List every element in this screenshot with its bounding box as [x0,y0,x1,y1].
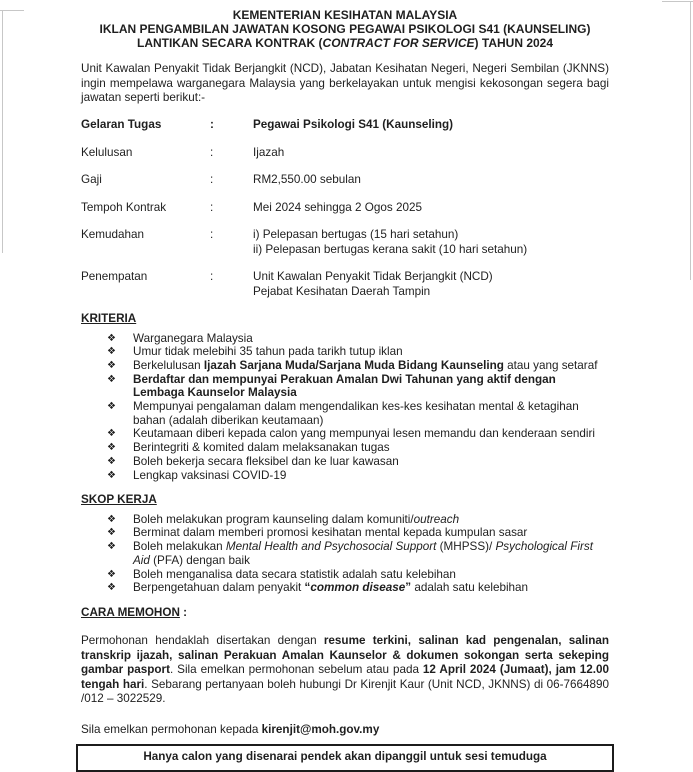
list-item-text [133,469,609,483]
list-item-text [133,400,609,427]
text-segment: i) Pelepasan bertugas (15 hari setahun) [253,228,459,241]
detail-row [81,201,609,216]
diamond-bullet-icon: ❖ [107,428,116,440]
diamond-bullet-icon: ❖ [107,442,116,454]
detail-row [81,146,609,161]
detail-label: Penempatan [81,270,148,283]
diamond-bullet-icon: ❖ [107,568,116,580]
list-item-text [133,568,609,582]
diamond-bullet-icon: ❖ [107,359,116,371]
list-item [107,427,609,441]
text-segment: Pegawai Psikologi S41 (Kaunseling) [253,118,454,131]
detail-label: Gaji [81,173,102,186]
shortlist-notice-box [76,744,614,772]
text-segment: Keutamaan diberi kepada calon yang mempunyai lesen memandu dan kenderaan sendiri [133,427,595,441]
section-title: SKOP KERJA [81,493,157,507]
diamond-bullet-icon: ❖ [107,582,116,594]
list-item-text [133,455,609,469]
doc-header-line [81,22,609,36]
text-segment: Lengkap vaksinasi COVID-19 [133,468,287,482]
application-instructions [81,634,609,707]
list-item-text [133,359,609,373]
diamond-bullet-icon: ❖ [107,527,116,539]
detail-value-line [253,270,609,285]
text-segment: Mental Health and Psychosocial Support [225,540,437,554]
diamond-bullet-icon: ❖ [107,373,116,385]
page-edge-line [2,11,3,253]
list-item-text [133,345,609,359]
text-segment: Boleh melakukan [133,540,226,554]
diamond-bullet-icon: ❖ [107,346,116,358]
text-segment: outreach [413,512,460,526]
text-segment: Berminat dalam memberi promosi kesihatan mental kepada kumpulan sasar [133,526,528,540]
diamond-bullet-icon: ❖ [107,401,116,413]
text-segment: KEMENTERIAN KESIHATAN MALAYSIA [232,8,458,22]
text-segment: Pejabat Kesihatan Daerah Tampin [253,284,431,298]
intro-paragraph: Unit Kawalan Penyakit Tidak Berjangkit (NCD), Jabatan Kesihatan Negeri, Negeri Sembilan (JKNNS) ingin mempelawa warganegara Malaysia yang berkelayakan untuk mengisi kekosongan segera bagi jawatan seperti berikut:- [81,62,609,104]
detail-value-line [253,173,609,188]
text-segment: Mempunyai pengalaman dalam mengendalikan kes-kes kesihatan mental & ketagihan bahan (adalah diberikan keutamaan) [133,400,579,427]
text-segment: Umur tidak melebihi 35 tahun pada tarikh tutup iklan [133,345,403,359]
detail-label: Kemudahan [81,228,145,241]
text-segment: 12 April 2024 (Jumaat), jam 12.00 tengah hari [81,663,610,691]
list-item [107,455,609,469]
list-item-text [133,373,609,400]
list-item [107,373,609,400]
text-segment: ” [405,581,412,595]
detail-value [253,201,609,216]
detail-colon: : [210,228,214,241]
detail-label: Gelaran Tugas [81,118,162,131]
list-item-text [133,581,609,595]
detail-row [81,118,609,133]
list-item-text [133,441,609,455]
text-segment: (MHPSS)/ [436,540,496,554]
page-edge-line [662,1,693,2]
detail-colon: : [210,173,214,186]
email-line [81,712,609,738]
detail-row [81,173,609,188]
detail-value [253,228,609,257]
list-item [107,345,609,359]
section-heading-skop-kerja [81,493,609,508]
text-segment: Warganegara Malaysia [133,331,253,345]
text-segment: RM2,550.00 sebulan [253,173,361,186]
list-item [107,469,609,483]
section-title: CARA MEMOHON [81,605,180,619]
text-segment: Berdaftar dan mempunyai Perakuan Amalan Dwi Tahunan yang aktif dengan Lembaga Kaunselor Malaysia [133,372,556,400]
text-segment: Mei 2024 sehingga 2 Ogos 2025 [253,200,422,214]
page-edge-line [690,2,691,280]
detail-colon: : [210,145,214,159]
page-edge-line [0,10,24,11]
text-segment: Ijazah Sarjana Muda/Sarjana Muda Bidang Kaunseling [203,358,504,372]
text-segment: Berintegriti & komited dalam melaksanakan tugas [133,441,390,455]
text-segment: LANTIKAN SECARA KONTRAK ( [136,36,323,50]
kriteria-bullet-list [81,332,609,483]
detail-value-line [253,228,609,243]
text-segment: adalah satu kelebihan [411,581,529,595]
text-segment: Sila emelkan permohonan kepada [81,722,262,736]
text-segment: common disease [310,581,406,595]
text-segment: Ijazah [253,145,285,159]
section-cara-memohon [81,606,609,738]
doc-header-line [81,36,609,50]
list-item [107,513,609,527]
text-segment: “ [304,581,311,595]
diamond-bullet-icon: ❖ [107,455,116,467]
text-segment: Unit Kawalan Penyakit Tidak Berjangkit (NCD) [253,270,493,283]
list-item-text [133,427,609,441]
detail-colon: : [210,118,214,131]
text-segment: resume terkini, salinan kad pengenalan, salinan transkrip ijazah, salinan Perakuan Amalan Kaunselor & dokumen sokongan serta sekeping gambar pasport [81,634,609,677]
detail-value [253,146,609,161]
list-item [107,359,609,373]
text-segment: CONTRACT FOR SERVICE [322,36,475,50]
text-segment: Boleh melakukan program kaunseling dalam komuniti/ [133,512,414,526]
text-segment: Boleh bekerja secara fleksibel dan ke luar kawasan [133,454,399,468]
email-address: kirenjit@moh.gov.my [261,722,380,736]
list-item-text [133,540,609,567]
list-item [107,568,609,582]
list-item [107,526,609,540]
text-segment: atau yang setaraf [503,358,598,372]
text-segment: (PFA) dengan baik [149,553,250,567]
list-item [107,540,609,567]
notice-text: Hanya calon yang disenarai pendek akan dipanggil untuk sesi temuduga [143,750,547,764]
list-item [107,581,609,595]
detail-value [253,173,609,188]
doc-header-line [81,8,609,22]
text-segment: ) TAHUN 2024 [474,36,554,50]
text-segment: . Sila emelkan permohonan sebelum atau pada [170,663,423,677]
section-heading-cara-memohon [81,606,609,621]
detail-value [253,270,609,299]
skop-kerja-bullet-list [81,513,609,595]
text-segment: . Sebarang pertanyaan boleh hubungi Dr Kirenjit Kaur (Unit NCD, JKNNS) di 06-7664890 /012 – 3022529. [81,677,609,706]
detail-value [253,118,609,133]
list-item-text [133,332,609,346]
detail-value-line [253,285,609,300]
detail-row [81,228,609,257]
text-segment: Berkelulusan [133,358,204,372]
detail-value-line [253,201,609,216]
diamond-bullet-icon: ❖ [107,513,116,525]
section-title: KRITERIA [81,312,137,325]
text-segment: IKLAN PENGAMBILAN JAWATAN KOSONG PEGAWAI PSIKOLOGI S41 (KAUNSELING) [99,22,591,36]
list-item-text [133,513,609,527]
detail-label: Tempoh Kontrak [81,200,167,214]
diamond-bullet-icon: ❖ [107,332,116,344]
list-item [107,441,609,455]
text-segment: Permohonan hendaklah disertakan dengan [81,634,324,648]
section-heading-kriteria [81,312,609,327]
doc-content [81,8,609,772]
detail-colon: : [210,270,214,283]
detail-value-line [253,243,609,258]
text-segment: Berpengetahuan dalam penyakit [133,581,305,595]
list-item [107,400,609,427]
details-table [81,118,609,299]
text-segment: Boleh menganalisa data secara statistik adalah satu kelebihan [133,567,456,581]
detail-value-line [253,118,609,133]
text-segment: ii) Pelepasan bertugas kerana sakit (10 hari setahun) [253,242,528,256]
diamond-bullet-icon: ❖ [107,541,116,553]
detail-row [81,270,609,299]
list-item-text [133,526,609,540]
diamond-bullet-icon: ❖ [107,469,116,481]
text-segment: Psychological First Aid [133,540,593,567]
detail-colon: : [210,200,214,214]
heading-colon: : [179,605,188,619]
section-kriteria [81,312,609,482]
detail-value-line [253,146,609,161]
section-skop-kerja [81,493,609,595]
list-item [107,332,609,346]
doc-header [81,8,609,50]
detail-label: Kelulusan [81,145,133,159]
